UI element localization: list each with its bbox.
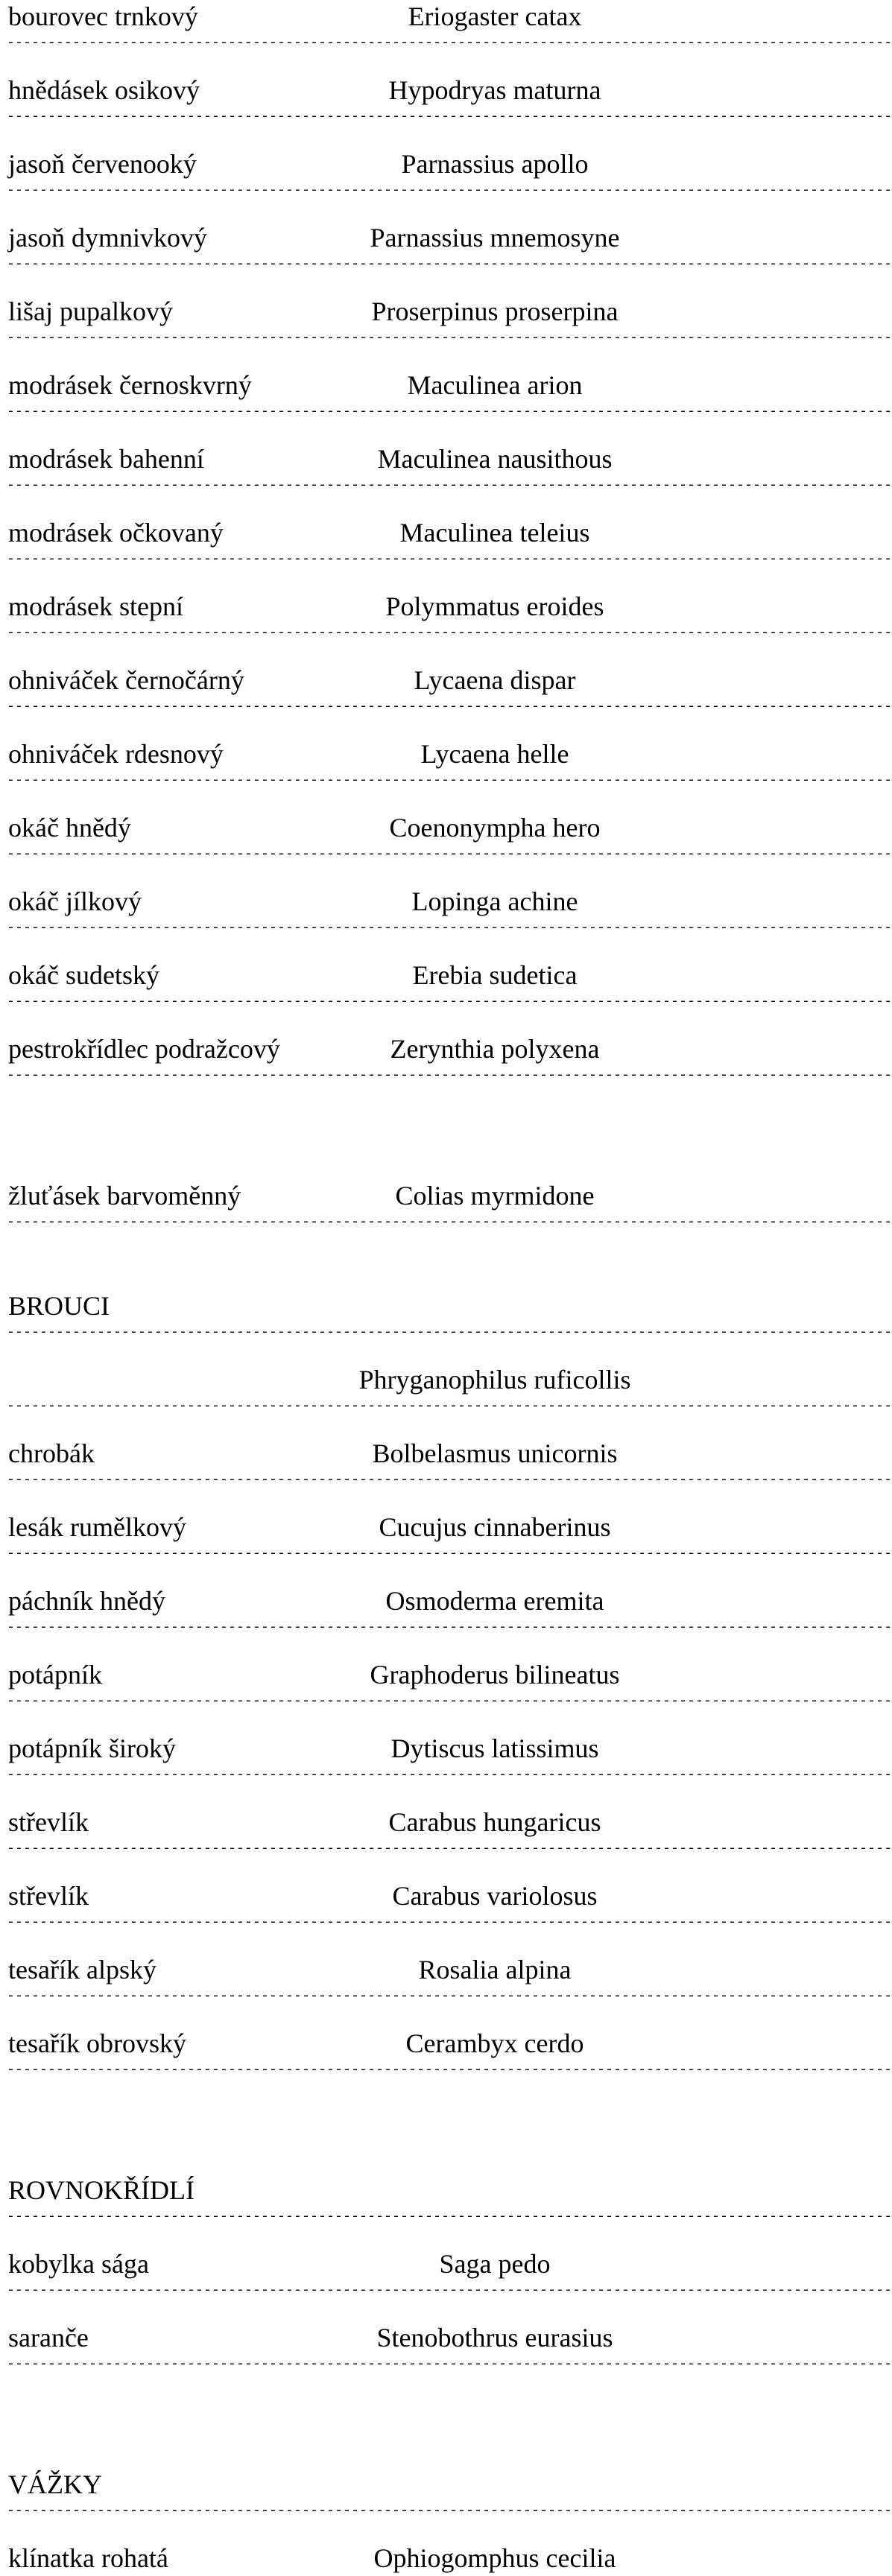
czech-name: potápník široký (8, 1733, 176, 1763)
latin-name: Colias myrmidone (395, 1181, 595, 1211)
dashed-separator: ------------------------------------------------------------------------------------------------------------ (7, 1068, 892, 1083)
dashed-separator: ------------------------------------------------------------------------------------------------------------ (7, 1694, 892, 1709)
czech-name: tesařík alpský (8, 1955, 156, 1985)
latin-name: Lycaena helle (420, 739, 569, 769)
latin-name: Osmoderma eremita (385, 1586, 604, 1616)
dashed-separator: ------------------------------------------------------------------------------------------------------------ (7, 921, 892, 936)
list-item (0, 442, 892, 516)
czech-name: okáč hnědý (8, 813, 131, 843)
section-heading (0, 2468, 892, 2542)
latin-name: Cucujus cinnaberinus (379, 1512, 611, 1542)
list-item (0, 1953, 892, 2027)
list-item (0, 2542, 715, 2576)
section-heading-label: ROVNOKŘÍDLÍ (8, 2175, 194, 2205)
list-item (0, 737, 892, 811)
dashed-separator: ------------------------------------------------------------------------------------------------------------ (7, 257, 892, 272)
czech-name: tesařík obrovský (8, 2028, 186, 2058)
czech-name: okáč jílkový (8, 886, 142, 916)
list-item (0, 2027, 892, 2101)
list-item (0, 885, 892, 959)
czech-name: chrobák (8, 1438, 95, 1468)
latin-name: Lopinga achine (411, 886, 578, 916)
latin-name: Ophiogomphus cecilia (373, 2543, 616, 2573)
dashed-separator: ------------------------------------------------------------------------------------------------------------ (7, 1915, 892, 1930)
latin-name: Proserpinus proserpina (371, 296, 619, 326)
list-item (0, 2247, 892, 2321)
dashed-separator: ------------------------------------------------------------------------------------------------------------ (7, 1473, 892, 1488)
latin-name: Polymmatus eroides (385, 591, 604, 621)
list-item (0, 811, 892, 885)
dashed-separator: ------------------------------------------------------------------------------------------------------------ (7, 626, 892, 641)
latin-name: Stenobothrus eurasius (376, 2323, 613, 2353)
czech-name: jasoň dymnivkový (8, 223, 207, 253)
czech-name: lišaj pupalkový (8, 296, 173, 326)
dashed-separator: ------------------------------------------------------------------------------------------------------------ (7, 1841, 892, 1856)
dashed-separator: ------------------------------------------------------------------------------------------------------------ (7, 405, 892, 419)
dashed-separator: ------------------------------------------------------------------------------------------------------------ (7, 1546, 892, 1561)
dashed-separator: ------------------------------------------------------------------------------------------------------------ (7, 1768, 892, 1783)
list-item (0, 1806, 892, 1879)
dashed-separator: ------------------------------------------------------------------------------------------------------------ (7, 2357, 892, 2372)
dashed-separator: ------------------------------------------------------------------------------------------------------------ (7, 773, 892, 788)
list-item (0, 2321, 892, 2395)
czech-name: modrásek stepní (8, 591, 183, 621)
section-heading-label: VÁŽKY (8, 2469, 102, 2499)
dashed-separator: ------------------------------------------------------------------------------------------------------------ (7, 2209, 892, 2224)
latin-name: Zerynthia polyxena (390, 1034, 600, 1064)
list-item (0, 1584, 892, 1658)
latin-name: Saga pedo (439, 2249, 551, 2279)
latin-name: Maculinea nausithous (377, 444, 613, 474)
latin-name: Carabus hungaricus (388, 1807, 601, 1837)
dashed-separator: ------------------------------------------------------------------------------------------------------------ (7, 699, 892, 714)
section-heading (0, 2174, 892, 2247)
latin-name: Bolbelasmus unicornis (372, 1438, 618, 1468)
dashed-separator: ------------------------------------------------------------------------------------------------------------ (7, 552, 892, 567)
czech-name: lesák rumělkový (8, 1512, 186, 1542)
latin-name: Erebia sudetica (412, 960, 578, 990)
czech-name: klínatka rohatá (8, 2543, 168, 2573)
list-item (0, 516, 892, 590)
latin-name: Parnassius apollo (401, 149, 589, 179)
latin-name: Graphoderus bilineatus (370, 1660, 620, 1690)
czech-name: ohniváček černočárný (8, 665, 244, 695)
latin-name: Lycaena dispar (414, 665, 576, 695)
list-item (0, 1879, 892, 1953)
latin-name: Eriogaster catax (408, 1, 582, 31)
latin-name: Cerambyx cerdo (405, 2028, 584, 2058)
dashed-separator: ------------------------------------------------------------------------------------------------------------ (7, 1399, 892, 1414)
latin-name: Hypodryas maturna (388, 75, 601, 105)
dashed-separator: ------------------------------------------------------------------------------------------------------------ (7, 331, 892, 346)
list-item (0, 221, 892, 295)
czech-name: žluťásek barvoměnný (8, 1181, 241, 1211)
dashed-separator: ------------------------------------------------------------------------------------------------------------ (7, 183, 892, 198)
list-item (0, 590, 892, 664)
czech-name: okáč sudetský (8, 960, 159, 990)
latin-name: Phryganophilus ruficollis (358, 1365, 631, 1395)
dashed-separator: ------------------------------------------------------------------------------------------------------------ (7, 478, 892, 493)
section-heading (0, 1289, 892, 1363)
latin-name: Dytiscus latissimus (390, 1733, 599, 1763)
latin-name: Rosalia alpina (418, 1955, 572, 1985)
latin-name: Coenonympha hero (389, 813, 601, 843)
list-item (0, 1032, 892, 1106)
czech-name: hnědásek osikový (8, 75, 200, 105)
czech-name: modrásek bahenní (8, 444, 204, 474)
latin-name: Maculinea teleius (399, 518, 590, 548)
czech-name: jasoň červenooký (8, 149, 197, 179)
section-heading-label: BROUCI (8, 1291, 110, 1321)
dashed-separator: ------------------------------------------------------------------------------------------------------------ (7, 847, 892, 862)
list-item (0, 147, 892, 221)
list-item (0, 1179, 892, 1253)
dashed-separator: ------------------------------------------------------------------------------------------------------------ (7, 2063, 892, 2078)
czech-name: střevlík (8, 1807, 89, 1837)
list-item (0, 1732, 892, 1806)
czech-name: střevlík (8, 1881, 89, 1911)
list-item (0, 664, 892, 737)
dashed-separator: ------------------------------------------------------------------------------------------------------------ (7, 1620, 892, 1635)
dashed-separator: ------------------------------------------------------------------------------------------------------------ (7, 1325, 892, 1340)
list-item (0, 295, 892, 369)
czech-name: páchník hnědý (8, 1586, 165, 1616)
list-item (0, 959, 892, 1032)
czech-name: kobylka sága (8, 2249, 149, 2279)
list-item (0, 1511, 892, 1584)
dashed-separator: ------------------------------------------------------------------------------------------------------------ (7, 1989, 892, 2004)
czech-name: ohniváček rdesnový (8, 739, 224, 769)
dashed-separator: ------------------------------------------------------------------------------------------------------------ (7, 2504, 892, 2519)
czech-name: potápník (8, 1660, 102, 1690)
latin-name: Maculinea arion (407, 370, 583, 400)
list-item (0, 369, 892, 442)
list-item (0, 1363, 892, 1437)
dashed-separator: ------------------------------------------------------------------------------------------------------------ (7, 1215, 892, 1230)
dashed-separator: ------------------------------------------------------------------------------------------------------------ (7, 36, 892, 51)
latin-name: Parnassius mnemosyne (370, 223, 620, 253)
list-item (0, 1437, 892, 1511)
czech-name: modrásek černoskvrný (8, 370, 252, 400)
dashed-separator: ------------------------------------------------------------------------------------------------------------ (7, 994, 892, 1009)
dashed-separator: ------------------------------------------------------------------------------------------------------------ (7, 2283, 892, 2298)
dashed-separator: ------------------------------------------------------------------------------------------------------------ (7, 110, 892, 124)
czech-name: saranče (8, 2323, 89, 2353)
czech-name: modrásek očkovaný (8, 518, 224, 548)
list-item (0, 0, 892, 74)
latin-name: Carabus variolosus (392, 1881, 598, 1911)
czech-name: pestrokřídlec podražcový (8, 1034, 280, 1064)
list-item (0, 74, 892, 147)
list-item (0, 1658, 892, 1732)
czech-name: bourovec trnkový (8, 1, 198, 31)
